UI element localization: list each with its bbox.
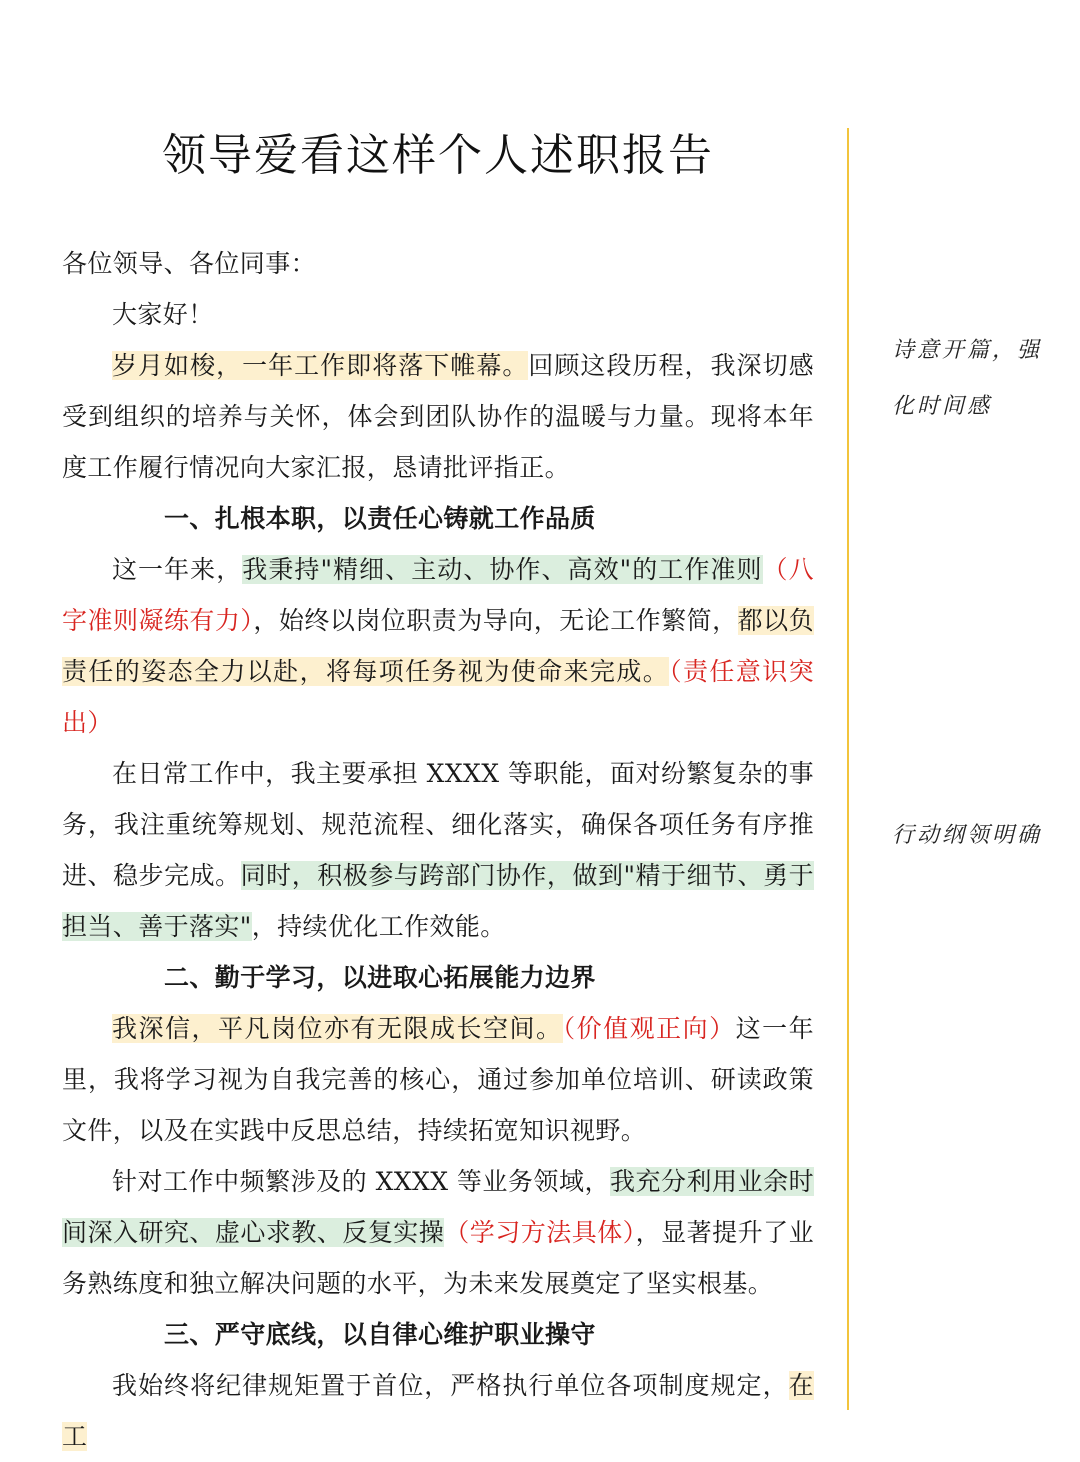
paragraph-text: 回顾这段历程，我深切感受到组织的培养与关怀，体会到团队协作的温暖与力量。现将本年度工作履行情况向大家汇报，恳请批评指正。 [62,351,815,482]
paragraph-text: ，始终以岗位职责为导向，无论工作繁简， [253,606,738,635]
report-body [62,238,814,1462]
paragraph-text: 针对工作中频繁涉及的 XXXX 等业务领域， [112,1167,610,1196]
paragraph-text: 这一年来， [112,555,243,584]
highlight-green: 我充分利用业余时间深入研究、虚心求教、反复实操 [62,1167,814,1247]
paragraph-text: 我始终将纪律规矩置于首位，严格执行单位各项制度规定， [112,1371,789,1400]
section-heading-3: 三、严守底线，以自律心维护职业操守 [164,1320,596,1349]
paragraph-daily-work [62,748,814,952]
paragraph-text: 在日常工作中，我主要承担 XXXX 等职能，面对纷繁复杂的事务，我注重统筹规划、规范流程、细化落实，确保各项任务有序推进、稳步完成。 [62,759,814,890]
highlight-green: 同时，积极参与跨部门协作，做到"精于细节、勇于担当、善于落实" [62,861,815,941]
paragraph-text: ，显著提升了业务熟练度和独立解决问题的水平，为未来发展奠定了坚实根基。 [62,1218,814,1298]
highlight-green: 我秉持"精细、主动、协作、高效"的工作准则 [242,555,763,584]
red-comment: （学习方法具体） [444,1218,636,1247]
highlight-yellow: 都以负责任的姿态全力以赴，将每项任务视为使命来完成。 [62,606,814,686]
paragraph-opening [62,340,814,493]
margin-divider [847,128,849,1410]
red-comment: （八字准则凝练有力） [62,555,814,635]
highlight-yellow: 岁月如梭，一年工作即将落下帷幕。 [112,351,529,380]
red-comment: （责任意识突出） [62,657,815,737]
highlight-yellow: 在工 [62,1371,814,1451]
margin-note-opening: 诗意开篇，强化时间感 [892,338,1043,419]
highlight-yellow: 我深信，平凡岗位亦有无限成长空间。 [112,1014,563,1043]
paragraph-text: ，持续优化工作效能。 [251,912,506,941]
section-heading-1: 一、扎根本职，以责任心铸就工作品质 [164,504,596,533]
hello-line: 大家好！ [112,300,214,329]
section-heading-2: 二、勤于学习，以进取心拓展能力边界 [164,963,596,992]
margin-note-action: 行动纲领明确 [892,823,1043,848]
paragraph-text: 这一年里，我将学习视为自我完善的核心，通过参加单位培训、研读政策文件，以及在实践中反思总结，持续拓宽知识视野。 [62,1014,814,1145]
paragraph-duty [62,544,814,748]
paragraph-discipline [62,1360,814,1462]
red-comment: （价值观正向） [562,1014,736,1043]
paragraph-study-method [62,1156,814,1309]
greeting: 各位领导、各位同事： [62,249,317,278]
paragraph-learning [62,1003,814,1156]
document-title: 领导爱看这样个人述职报告 [162,130,714,181]
